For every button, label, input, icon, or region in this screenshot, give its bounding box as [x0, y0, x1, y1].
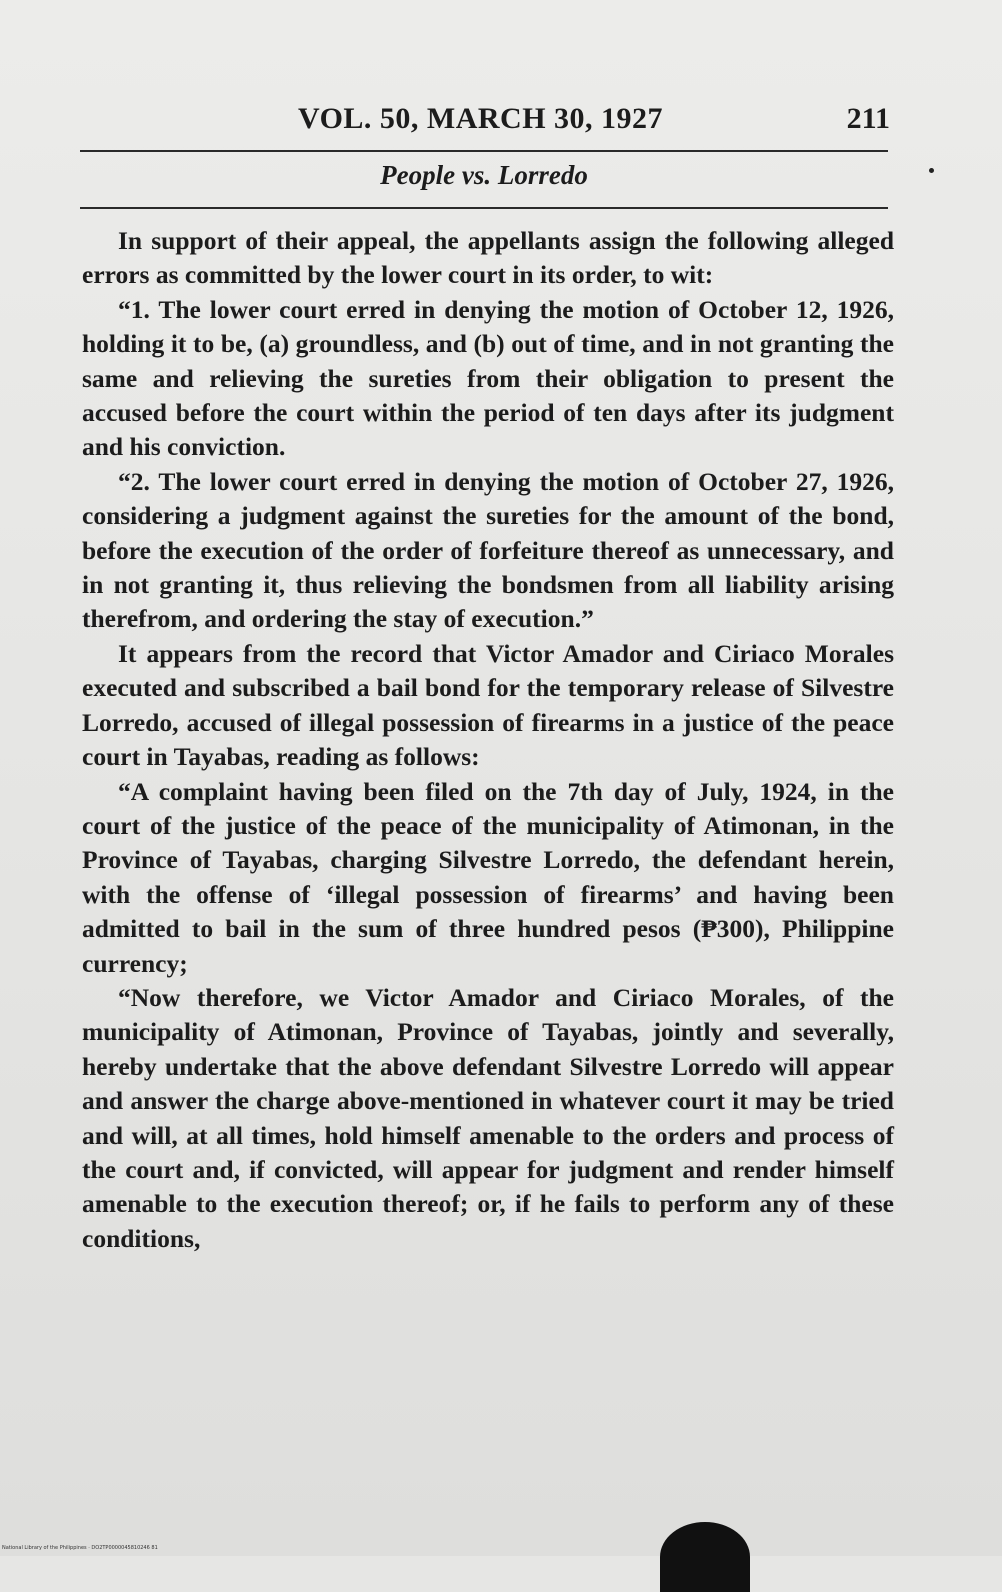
paragraph-appeal-intro: In support of their appeal, the appellants assign the following alleged errors as committed by the lower court in its order, to wit:	[82, 226, 894, 290]
paragraph-complaint: “A complaint having been filed on the 7th day of July, 1924, in the court of the justice of the peace of the municipality of Atimonan, in the Province of Tayabas, charging Silvestre Lorredo, the defendant herein, with the offense of ‘illegal possession of firearms’ and having been admitted to bail in the sum of three hundred pesos (₱300), Philippine currency;	[82, 776, 894, 978]
paragraph-undertaking: “Now therefore, we Victor Amador and Ciriaco Morales, of the municipality of Atimonan, Province of Tayabas, jointly and severally, hereby undertake that the above defendant Silvestre Lorredo will appear and answer the charge above-mentioned in whatever court it may be tried and will, at all times, hold himself amenable to the orders and process of the court and, if convicted, will appear for judgment and render himself amenable to the execution thereof; or, if he fails to perform any of these conditions,	[82, 982, 894, 1253]
header-rule-bottom	[80, 207, 888, 209]
running-header	[80, 102, 890, 142]
case-title: People vs. Lorredo	[380, 160, 588, 190]
paragraph-error-2: “2. The lower court erred in denying the motion of October 27, 1926, considering a judgment against the sureties for the amount of the bond, before the execution of the order of forfeiture thereof as unnecessary, and in not granting it, thus relieving the bondsmen from all liability arising therefrom, and ordering the stay of execution.”	[82, 466, 894, 634]
header-rule-top	[80, 150, 888, 152]
header-title: VOL. 50, MARCH 30, 1927	[298, 102, 664, 135]
scan-speck	[929, 168, 934, 173]
page-number: 211	[846, 102, 890, 135]
paragraph-error-1: “1. The lower court erred in denying the motion of October 12, 1926, holding it to be, (a) groundless, and (b) out of time, and in not granting the same and relieving the sureties from their obligation to present the accused before the court within the period of ten days after its judgment and his conviction.	[82, 294, 894, 462]
body-text	[82, 224, 894, 1256]
scan-credit: National Library of the Philippines · DO2TP0000045810246 81	[2, 1545, 158, 1551]
paragraph-record: It appears from the record that Victor Amador and Ciriaco Morales executed and subscribed a bail bond for the temporary release of Silvestre Lorredo, accused of illegal possession of firearms in a justice of the peace court in Tayabas, reading as follows:	[82, 638, 894, 772]
scan-artifact	[660, 1522, 750, 1592]
